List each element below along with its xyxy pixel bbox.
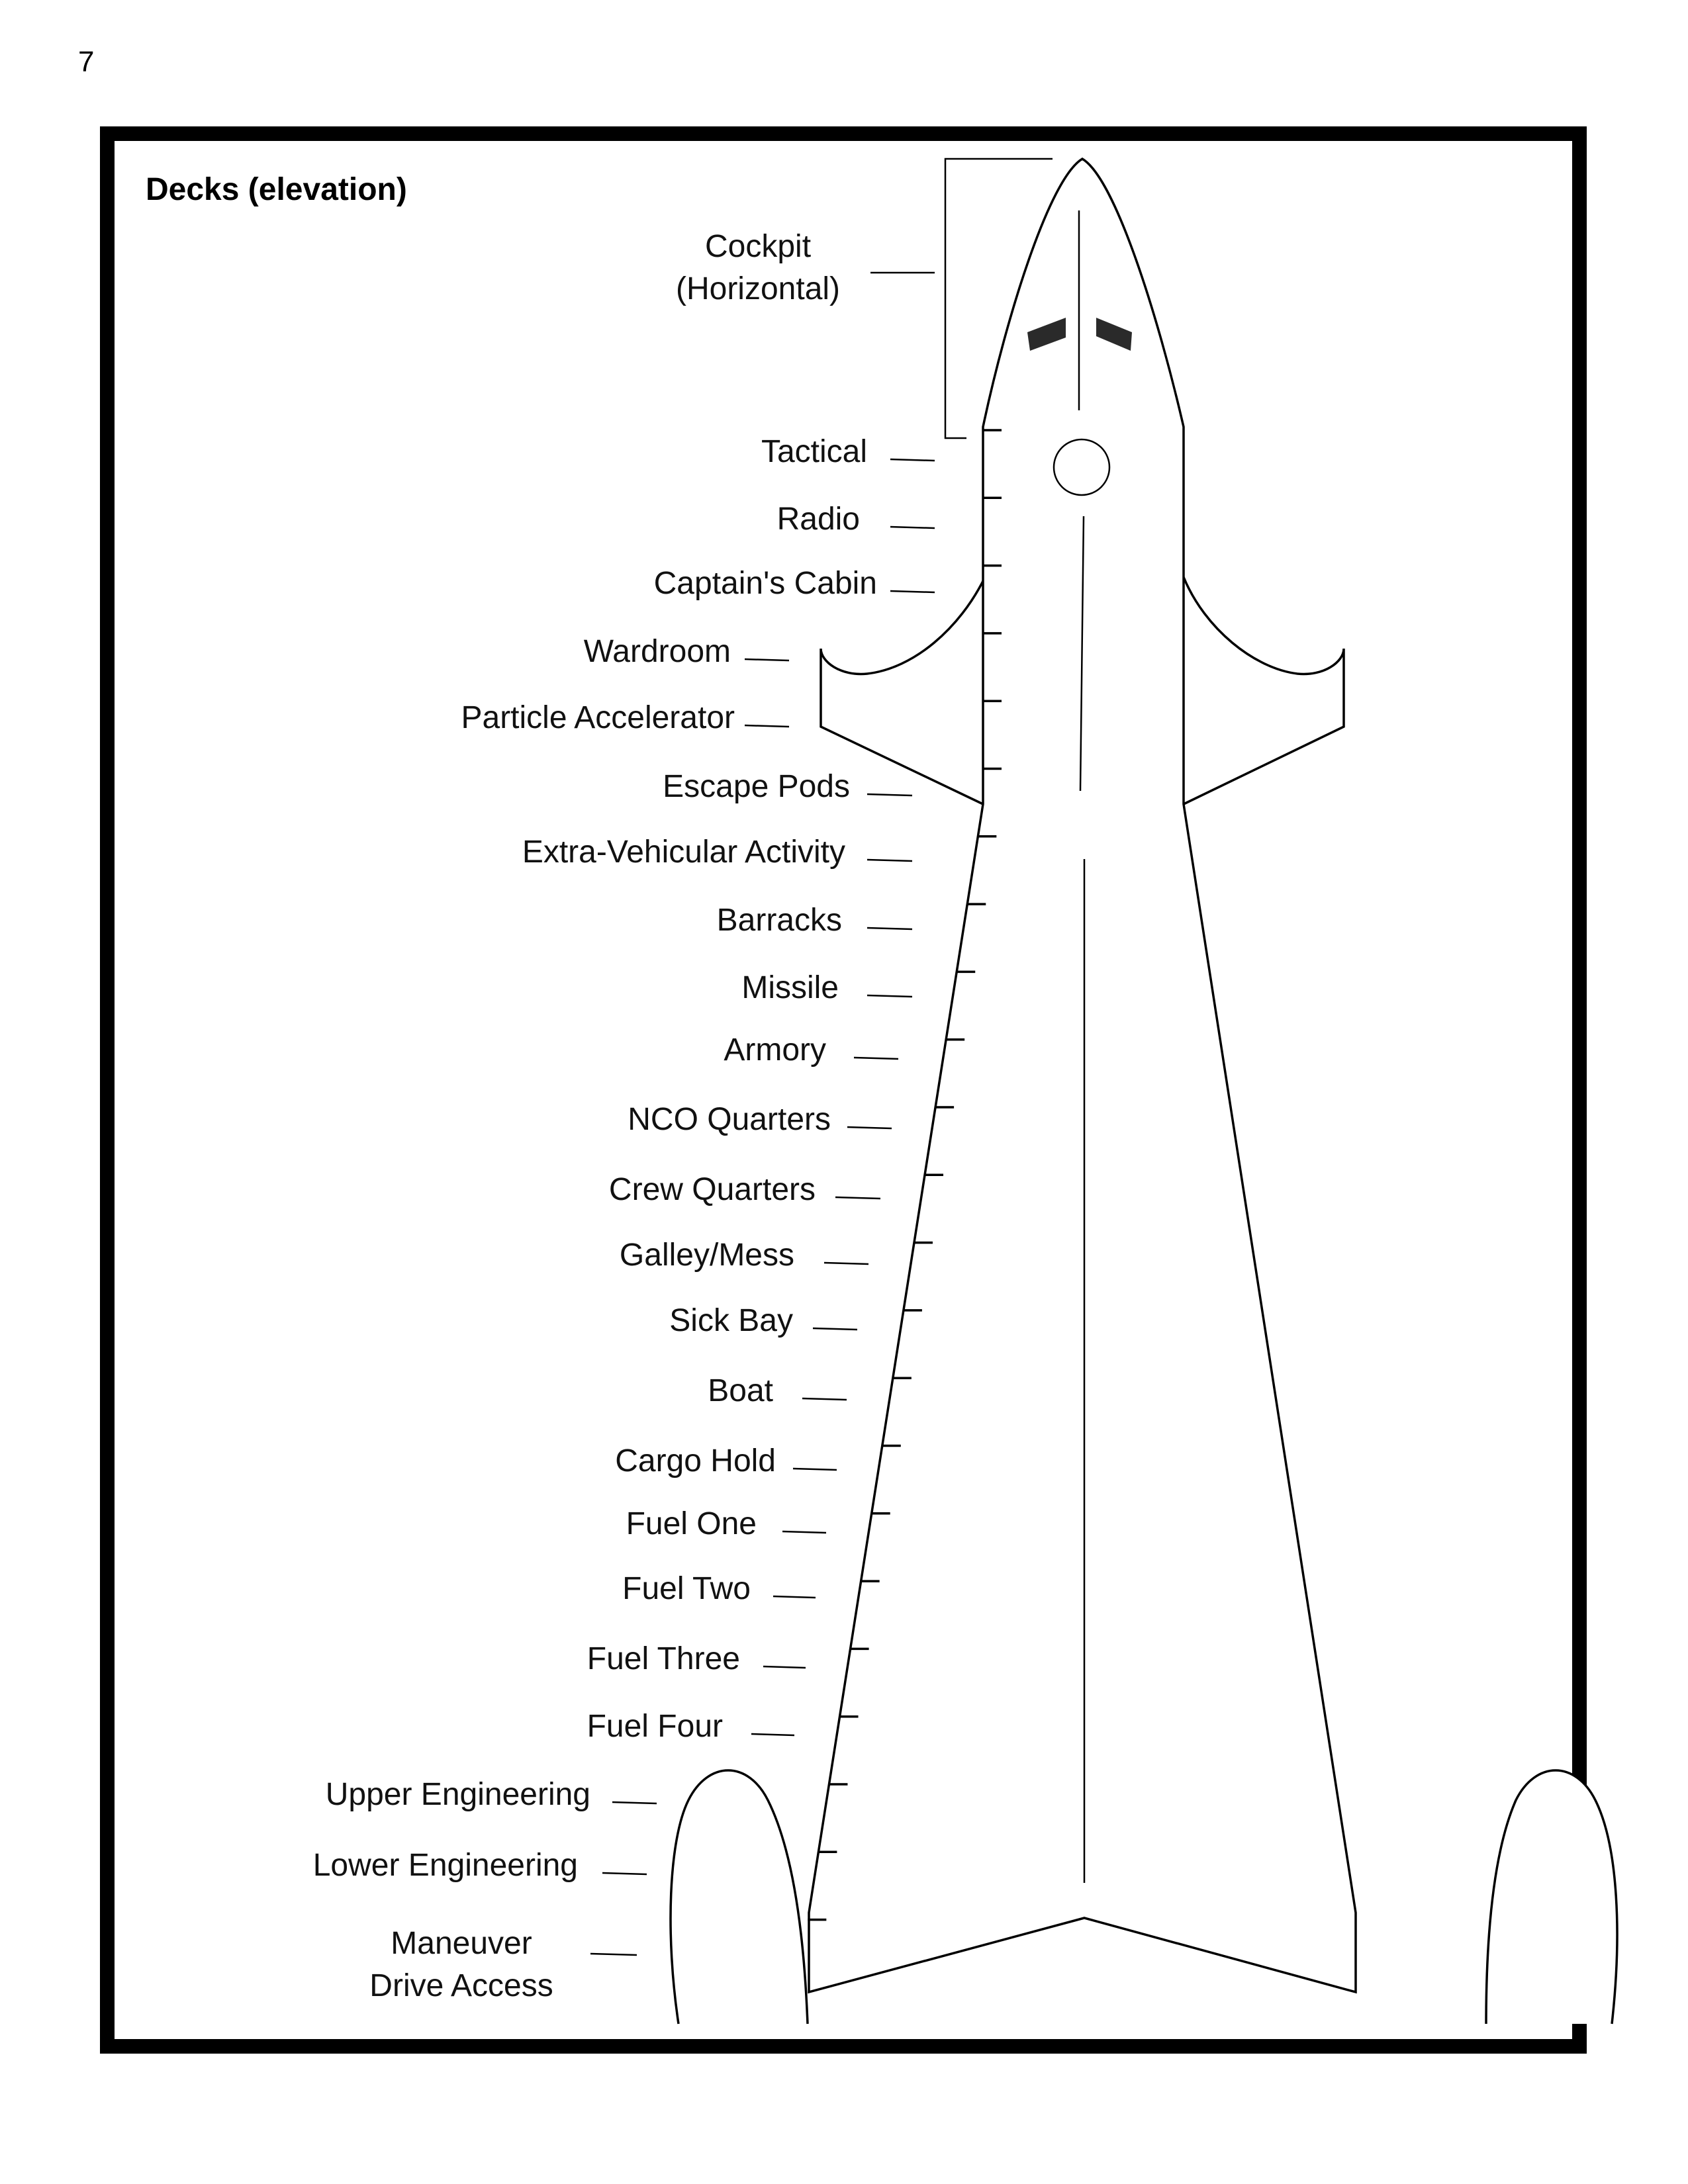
deck-label-fuel-three: Fuel Three xyxy=(586,1641,740,1676)
deck-label-sick-bay: Sick Bay xyxy=(669,1303,793,1338)
deck-label-crew-quarters: Crew Quarters xyxy=(608,1172,816,1207)
deck-label-maneuver-line2: Drive Access xyxy=(369,1968,553,2003)
deck-label-particle-accelerator: Particle Accelerator xyxy=(461,700,735,735)
cockpit-label-line2: (Horizontal) xyxy=(675,271,841,306)
cockpit-label-line1: Cockpit xyxy=(704,229,812,264)
deck-label-cargo-hold: Cargo Hold xyxy=(615,1443,776,1479)
deck-label-nco-quarters: NCO Quarters xyxy=(628,1102,831,1137)
deck-label-wardroom: Wardroom xyxy=(583,634,731,669)
hatch-circle xyxy=(1054,439,1109,495)
deck-label-maneuver-line1: Maneuver xyxy=(391,1926,532,1961)
deck-label-barracks: Barracks xyxy=(716,903,842,938)
deck-label-boat: Boat xyxy=(708,1373,773,1408)
deck-label-fuel-two: Fuel Two xyxy=(622,1571,751,1606)
deck-label-tactical: Tactical xyxy=(761,434,867,469)
deck-label-radio: Radio xyxy=(776,502,860,537)
deck-label-fuel-one: Fuel One xyxy=(626,1506,757,1541)
deck-label-galley-mess: Galley/Mess xyxy=(619,1238,794,1273)
deck-label-captain-s-cabin: Captain's Cabin xyxy=(653,566,877,601)
page-number: 7 xyxy=(78,46,95,78)
deck-label-upper-engineering: Upper Engineering xyxy=(325,1777,590,1812)
diagram-title: Decks (elevation) xyxy=(146,172,407,207)
deck-label-extra-vehicular-activity: Extra-Vehicular Activity xyxy=(522,835,845,870)
deck-label-missile: Missile xyxy=(741,970,839,1005)
deck-label-fuel-four: Fuel Four xyxy=(586,1709,723,1744)
deck-label-armory: Armory xyxy=(724,1032,826,1068)
deck-label-lower-engineering: Lower Engineering xyxy=(312,1848,578,1883)
deck-label-escape-pods: Escape Pods xyxy=(663,769,850,804)
